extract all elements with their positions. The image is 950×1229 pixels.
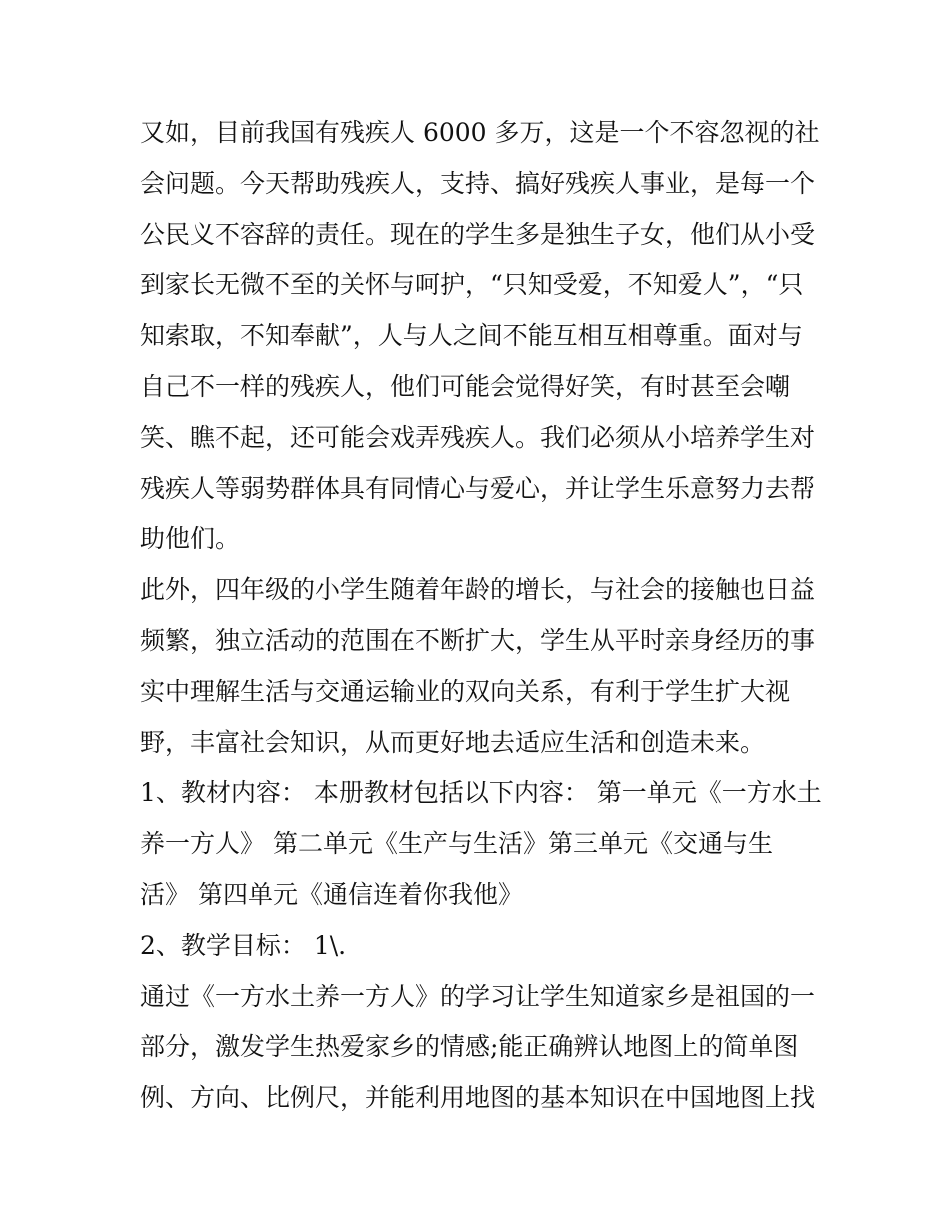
- text-line: 会问题。今天帮助残疾人，支持、搞好残疾人事业，是每一个: [140, 168, 816, 198]
- text-line: 2、教学目标： 1\.: [140, 930, 347, 960]
- text-line: 频繁，独立活动的范围在不断扩大，学生从平时亲身经历的事: [140, 625, 816, 655]
- text-line: 通过《一方水土养一方人》的学习让学生知道家乡是祖国的一: [140, 981, 816, 1011]
- text-line: 养一方人》 第二单元《生产与生活》第三单元《交通与生: [140, 829, 773, 859]
- text-line: 实中理解生活与交通运输业的双向关系，有利于学生扩大视: [140, 676, 791, 706]
- text-line: 又如，目前我国有残疾人 6000 多万，这是一个不容忽视的社: [140, 118, 820, 147]
- text-line: 自己不一样的残疾人，他们可能会觉得好笑，有时甚至会嘲: [140, 371, 791, 401]
- text-line: 此外，四年级的小学生随着年龄的增长，与社会的接触也日益: [140, 575, 816, 605]
- text-line: 1、教材内容： 本册教材包括以下内容： 第一单元《一方水土: [140, 778, 822, 808]
- text-line: 活》 第四单元《通信连着你我他》: [140, 879, 523, 909]
- text-line: 知索取，不知奉献”，人与人之间不能互相互相尊重。面对与: [140, 321, 803, 351]
- body-text: [140, 108, 820, 1124]
- text-line: 残疾人等弱势群体具有同情心与爱心，并让学生乐意努力去帮: [140, 473, 816, 503]
- text-line: 笑、瞧不起，还可能会戏弄残疾人。我们必须从小培养学生对: [140, 422, 816, 452]
- text-line: 例、方向、比例尺，并能利用地图的基本知识在中国地图上找: [140, 1083, 816, 1113]
- text-line: 到家长无微不至的关怀与呵护，“只知受爱，不知爱人”，“只: [140, 270, 804, 300]
- text-line: 助他们。: [140, 524, 241, 554]
- text-line: 公民义不容辞的责任。现在的学生多是独生子女，他们从小受: [140, 219, 816, 249]
- text-line: 野，丰富社会知识，从而更好地去适应生活和创造未来。: [140, 727, 766, 757]
- text-line: 部分，激发学生热爱家乡的情感;能正确辨认地图上的简单图: [140, 1032, 799, 1062]
